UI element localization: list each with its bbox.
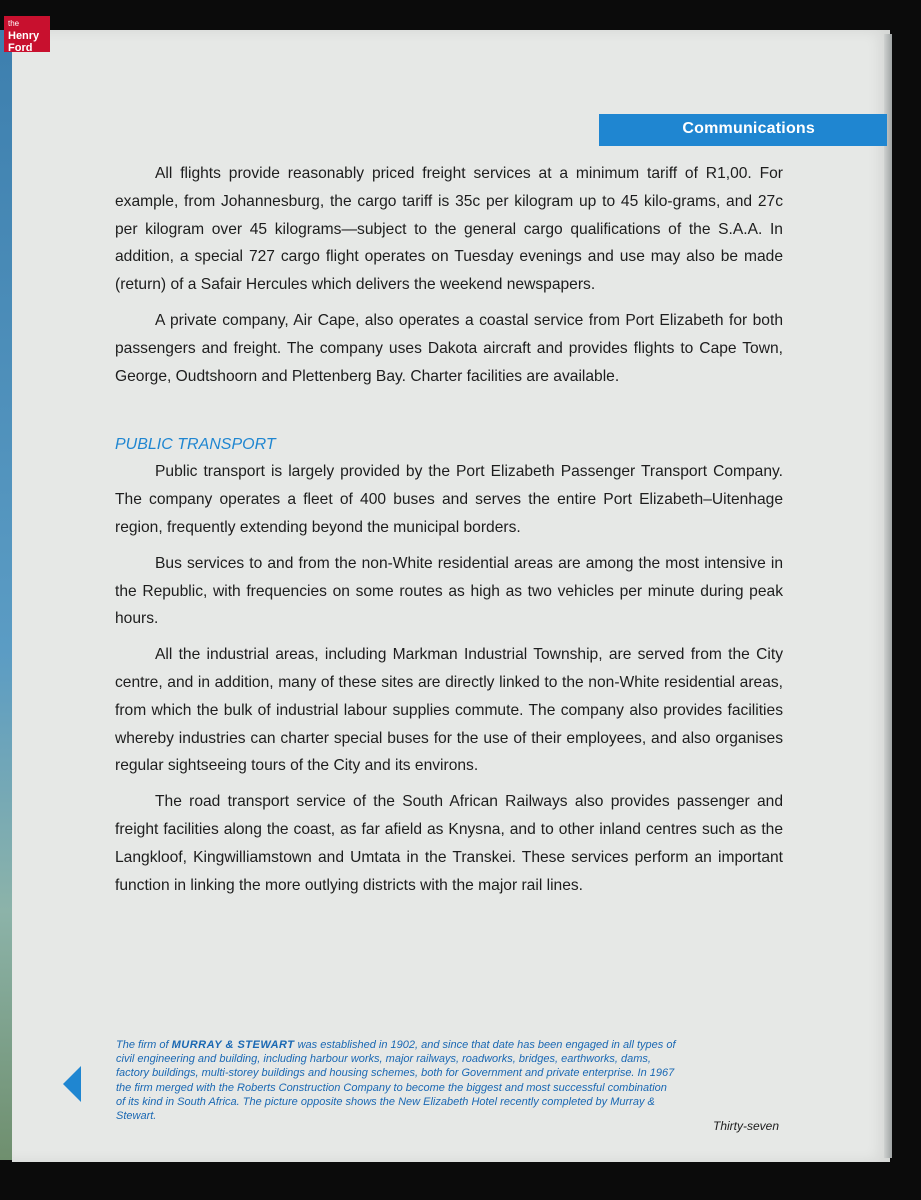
triangle-left-icon[interactable] bbox=[63, 1066, 81, 1102]
paragraph-industrial-areas: All the industrial areas, including Markman Industrial Township, are served from the City centre, and in addition, many of these sites are directly linked to the non-White residential areas, from which the bulk of industrial labour supplies commute. The company also provides facilities whereby industries can charter special buses for the use of their employees, and also organises regular sightseeing tours of the City and its environs. bbox=[115, 646, 783, 775]
footer-caption bbox=[116, 1038, 676, 1123]
paragraph-bus-services: Bus services to and from the non-White residential areas are among the most intensive in the Republic, with frequencies on some routes as high as two vehicles per minute during peak hours. bbox=[115, 554, 783, 628]
left-page-edge bbox=[0, 30, 12, 1160]
logo-prefix: the bbox=[8, 19, 20, 28]
henry-ford-logo bbox=[4, 16, 50, 52]
logo-line2: Ford bbox=[8, 42, 33, 54]
main-text bbox=[115, 160, 783, 907]
footer-body: was established in 1902, and since that date has been engaged in all types of civil engineering and building, including harbour works, major railways, roadworks, bridges, earthworks, dams, factory buildings, multi-storey buildings and housing schemes, both for Government and private enterprise. In 1967 the firm merged with the Roberts Construction Company to become the biggest and most successful combination of its kind in South Africa. The picture opposite shows the New Elizabeth Hotel recently completed by Murray & Stewart. bbox=[116, 1039, 676, 1123]
footer-prefix: The firm of bbox=[116, 1039, 172, 1051]
logo-line1: Henry bbox=[8, 30, 40, 42]
paragraph-public-transport: Public transport is largely provided by the Port Elizabeth Passenger Transport Company. The company operates a fleet of 400 buses and serves the entire Port Elizabeth–Uitenhage region, frequently extending beyond the municipal borders. bbox=[115, 463, 783, 536]
page-number: Thirty-seven bbox=[713, 1119, 780, 1133]
section-heading-public-transport: PUBLIC TRANSPORT bbox=[115, 436, 276, 454]
paragraph-air-cape: A private company, Air Cape, also operates a coastal service from Port Elizabeth for both passengers and freight. The company uses Dakota aircraft and provides flights to Cape Town, George, Oudtshoorn and Plettenberg Bay. Charter facilities are available. bbox=[115, 311, 783, 385]
paragraph-flights-freight: All flights provide reasonably priced freight services at a minimum tariff of R1,00. For example, from Johannesburg, the cargo tariff is 35c per kilogram up to 45 kilo-grams, and 27c per kilogram over 45 kilograms—subject to the general cargo qualifications of the S.A.A. In addition, a special 727 cargo flight operates on Tuesday evenings and use may also be made (return) of a Safair Hercules which delivers the weekend newspapers. bbox=[115, 165, 783, 294]
right-page-edge bbox=[884, 34, 892, 1158]
section-header-title: Communications bbox=[682, 120, 815, 137]
paragraph-road-transport: The road transport service of the South African Railways also provides passenger and freight facilities along the coast, as far afield as Knysna, and to other inland centres such as the Langkloof, Kingwilliamstown and Umtata in the Transkei. These services perform an important function in linking the more outlying districts with the major rail lines. bbox=[115, 793, 783, 894]
footer-company: MURRAY & STEWART bbox=[171, 1039, 295, 1051]
section-header-bar bbox=[599, 114, 887, 146]
